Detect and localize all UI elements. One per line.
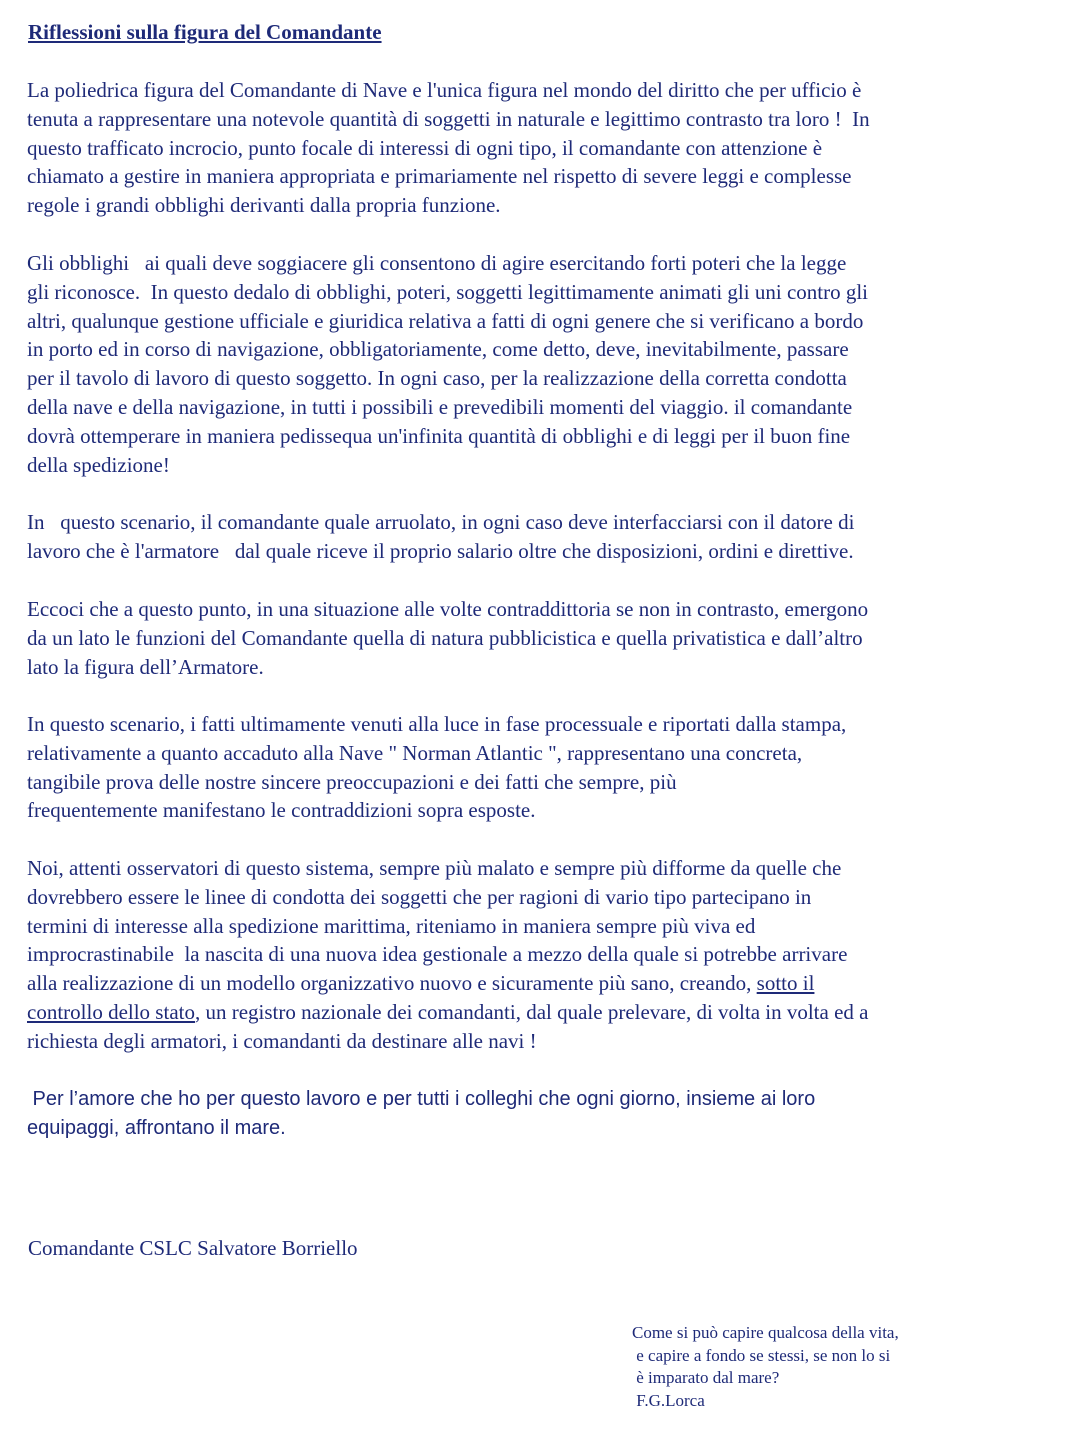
paragraph-7 bbox=[27, 1085, 1047, 1143]
text-line: Eccoci che a questo punto, in una situazione alle volte contraddittoria se non in contrasto, emergono bbox=[27, 597, 869, 621]
text-line: in porto ed in corso di navigazione, obbligatoriamente, come detto, deve, inevitabilmente, passare bbox=[27, 337, 849, 362]
text-line: lavoro che è l'armatore dal quale riceve il proprio salario oltre che disposizioni, ordini e direttive. bbox=[27, 538, 854, 563]
text-line: Per l’amore che ho per questo lavoro e per tutti i colleghi che ogni giorno, insieme ai loro bbox=[27, 1088, 816, 1110]
text-line: regole i grandi obblighi derivanti dalla propria funzione. bbox=[27, 193, 501, 218]
quote-line: è imparato dal mare? bbox=[632, 1368, 780, 1387]
text-segment: , un registro nazionale dei comandanti, dal quale prelevare, di volta in volta ed a bbox=[194, 999, 869, 1024]
text-line: della spedizione! bbox=[27, 452, 170, 477]
text-line: della nave e della navigazione, in tutti i possibili e prevedibili momenti del viaggio. il comandante bbox=[27, 394, 853, 419]
text-line: tangibile prova delle nostre sincere preoccupazioni e dei fatti che sempre, più bbox=[27, 769, 677, 794]
quote-line: e capire a fondo se stessi, se non lo si bbox=[632, 1345, 891, 1365]
document-title: Riflessioni sulla figura del Comandante bbox=[28, 20, 382, 44]
text-line: improcrastinabile la nascita di una nuova idea gestionale a mezzo della quale si potrebbe arrivare bbox=[27, 942, 848, 967]
quote-author: F.G.Lorca bbox=[632, 1390, 705, 1410]
paragraph-1 bbox=[27, 76, 1047, 220]
text-line: richiesta degli armatori, i comandanti da destinare alle navi ! bbox=[27, 1028, 537, 1053]
text-line: In questo scenario, i fatti ultimamente venuti alla luce in fase processuale e riportati dalla stampa, bbox=[27, 712, 847, 736]
text-line: Noi, attenti osservatori di questo sistema, sempre più malato e sempre più difforme da quelle che bbox=[27, 856, 842, 880]
text-line: relativamente a quanto accaduto alla Nave " Norman Atlantic ", rappresentano una concreta, bbox=[27, 740, 803, 765]
text-line: per il tavolo di lavoro di questo soggetto. In ogni caso, per la realizzazione della corretta condotta bbox=[27, 366, 847, 391]
signature: Comandante CSLC Salvatore Borriello bbox=[28, 1236, 358, 1260]
paragraph-3 bbox=[27, 508, 1047, 566]
text-line: lato la figura dell’Armatore. bbox=[27, 654, 264, 679]
underlined-text: sotto il bbox=[756, 971, 815, 996]
text-line: equipaggi, affrontano il mare. bbox=[27, 1117, 286, 1139]
text-line: frequentemente manifestano le contraddizioni sopra esposte. bbox=[27, 798, 536, 823]
text-line: Gli obblighi ai quali deve soggiacere gli consentono di agire esercitando forti poteri che la legge bbox=[27, 251, 847, 275]
paragraph-5 bbox=[27, 710, 1047, 825]
text-segment: alla realizzazione di un modello organizzativo nuovo e sicuramente più sano, creando, bbox=[27, 971, 757, 996]
text-line bbox=[27, 969, 1047, 998]
quote-line: Come si può capire qualcosa della vita, bbox=[632, 1323, 899, 1342]
text-line: dovrebbero essere le linee di condotta dei soggetti che per ragioni di vario tipo partecipano in bbox=[27, 884, 812, 909]
text-line: In questo scenario, il comandante quale arruolato, in ogni caso deve interfacciarsi con il datore di bbox=[27, 510, 855, 534]
text-line bbox=[27, 998, 1047, 1027]
text-line: chiamato a gestire in maniera appropriata e primariamente nel rispetto di severe leggi e complesse bbox=[27, 164, 852, 189]
text-line: tenuta a rappresentare una notevole quantità di soggetti in naturale e legittimo contrasto tra loro ! In bbox=[27, 106, 870, 131]
text-line: La poliedrica figura del Comandante di Nave e l'unica figura nel mondo del diritto che per ufficio è bbox=[27, 78, 862, 102]
text-line: dovrà ottemperare in maniera pedissequa un'infinita quantità di obblighi e di leggi per il buon fine bbox=[27, 423, 851, 448]
paragraph-2 bbox=[27, 249, 1047, 479]
text-line: termini di interesse alla spedizione marittima, riteniamo in maniera sempre più viva ed bbox=[27, 913, 756, 938]
lorca-quote bbox=[632, 1322, 899, 1412]
text-line: questo trafficato incrocio, punto focale di interessi di ogni tipo, il comandante con attenzione è bbox=[27, 135, 823, 160]
text-line: altri, qualunque gestione ufficiale e giuridica relativa a fatti di ogni genere che si verificano a bordo bbox=[27, 308, 864, 333]
text-line: da un lato le funzioni del Comandante quella di natura pubblicistica e quella privatistica e dall’altro bbox=[27, 625, 863, 650]
underlined-text: controllo dello stato bbox=[27, 999, 195, 1024]
text-line: gli riconosce. In questo dedalo di obblighi, poteri, soggetti legittimamente animati gli uni contro gli bbox=[27, 279, 869, 304]
paragraph-4 bbox=[27, 595, 1047, 681]
paragraph-6 bbox=[27, 854, 1047, 1056]
